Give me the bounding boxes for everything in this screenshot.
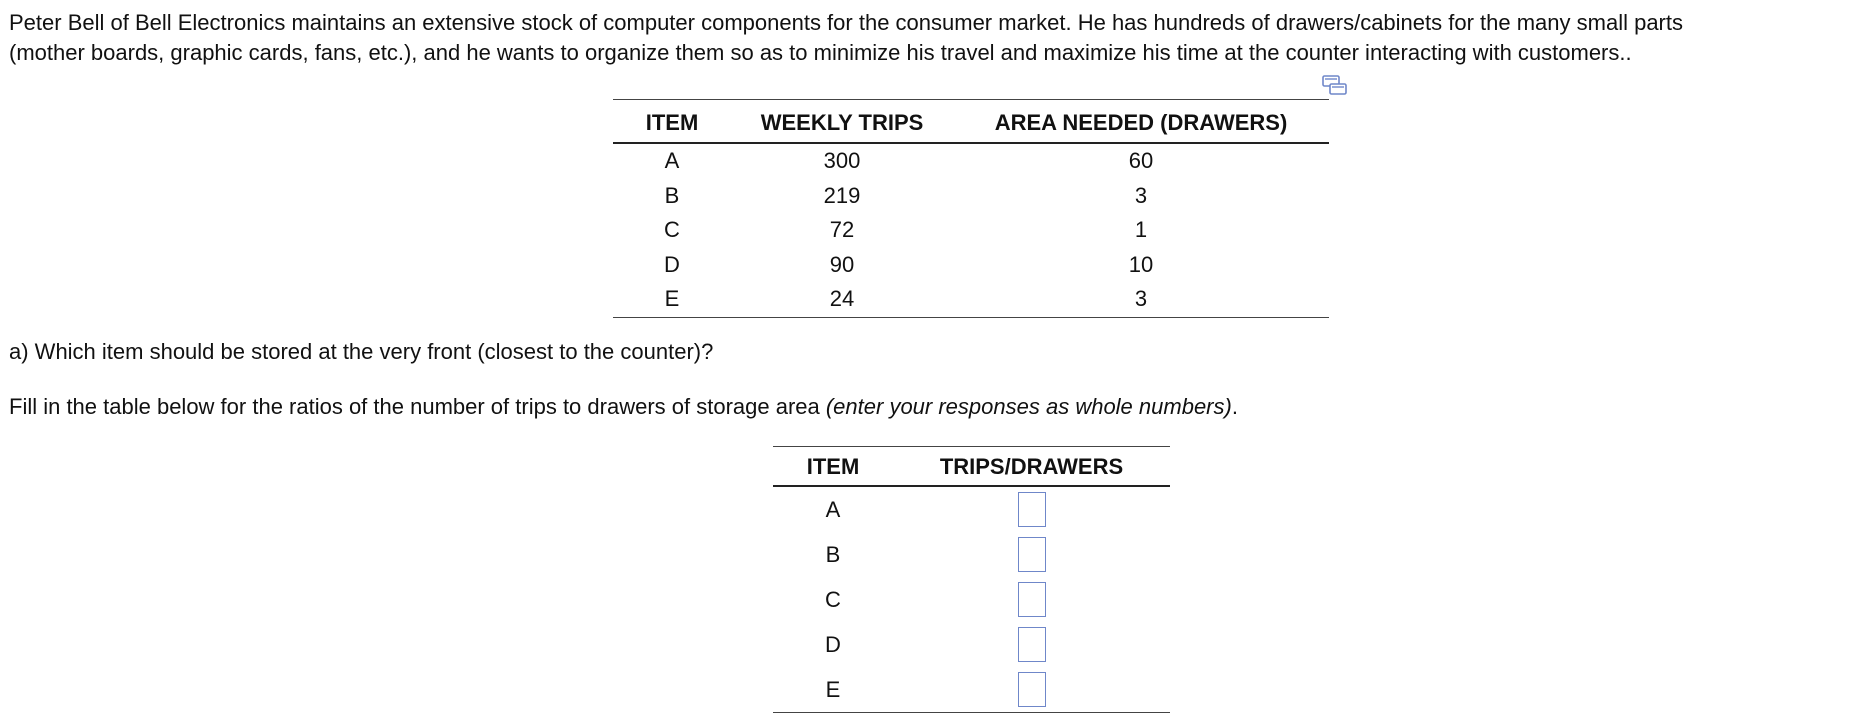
item-cell: B [825,541,841,567]
answer-input-b[interactable] [1018,537,1046,572]
area-needed-cell: 10 [1128,251,1154,277]
table-row [773,667,1170,713]
question-a: a) Which item should be stored at the very front (closest to the counter)? [9,339,714,364]
item-cell: C [664,217,680,243]
weekly-trips-cell: 300 [823,148,861,174]
answer-input-a[interactable] [1018,492,1046,527]
item-cell: A [825,496,841,522]
instruction-italic: (enter your responses as whole numbers) [825,394,1232,419]
answer-cell [893,667,1170,713]
answer-input-e[interactable] [1018,672,1046,707]
answer-input-c[interactable] [1018,582,1046,617]
data-table-header-row [613,100,1329,144]
area-needed-cell: 3 [1134,182,1148,208]
header-item: ITEM [613,100,731,144]
answer-cell [893,622,1170,667]
table-row [613,213,1329,248]
item-cell: D [664,251,680,277]
instruction-end: . [1231,394,1238,419]
copy-icon[interactable] [1322,75,1348,95]
table-row [773,622,1170,667]
answer-cell [893,486,1170,532]
intro-line-1: Peter Bell of Bell Electronics maintains an extensive stock of computer components for the consumer market. He has hundreds of drawers/cabinets for the many small parts [9,10,1683,35]
weekly-trips-cell: 219 [823,182,861,208]
item-cell: D [825,631,841,657]
weekly-trips-cell: 24 [829,286,855,312]
answer-cell [893,532,1170,577]
table-row [613,179,1329,214]
item-cell: C [825,586,841,612]
table-row [773,577,1170,622]
table-row [613,143,1329,179]
item-cell: E [825,676,841,702]
intro-paragraph [9,8,1683,68]
weekly-trips-cell: 72 [829,217,855,243]
answer-input-d[interactable] [1018,627,1046,662]
header-area-needed: AREA NEEDED (DRAWERS) [953,100,1329,144]
item-cell: B [664,182,680,208]
answer-cell [893,577,1170,622]
table-row [773,486,1170,532]
table-row [613,282,1329,317]
table-row [613,248,1329,283]
weekly-trips-cell: 90 [829,251,855,277]
header-item: ITEM [773,447,893,487]
answer-table [773,446,1170,713]
header-trips-drawers: TRIPS/DRAWERS [893,447,1170,487]
area-needed-cell: 1 [1134,217,1148,243]
instruction-paragraph [9,392,1238,422]
item-cell: A [664,148,680,174]
area-needed-cell: 60 [1128,148,1154,174]
item-cell: E [664,286,680,312]
intro-line-2: (mother boards, graphic cards, fans, etc.), and he wants to organize them so as to minimize his travel and maximize his time at the counter interacting with customers.. [9,40,1632,65]
instruction-text: Fill in the table below for the ratios of the number of trips to drawers of storage area [9,394,826,419]
table-row [773,532,1170,577]
area-needed-cell: 3 [1134,286,1148,312]
header-weekly-trips: WEEKLY TRIPS [731,100,953,144]
answer-table-header-row [773,447,1170,487]
data-table [613,99,1329,318]
